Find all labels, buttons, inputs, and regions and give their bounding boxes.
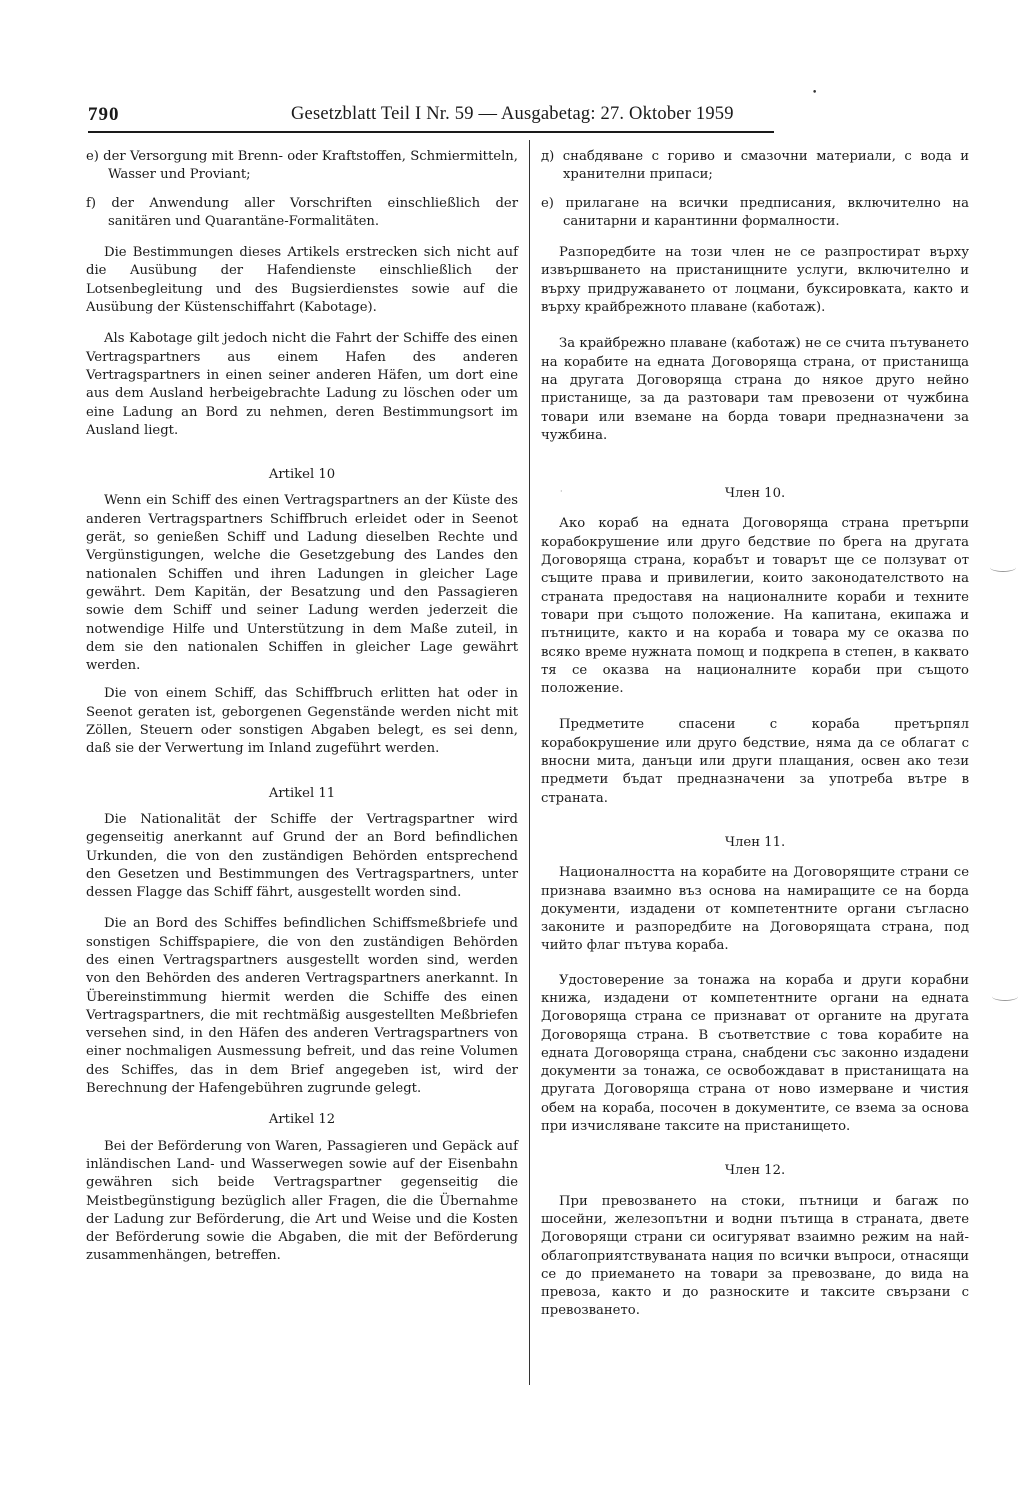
article-heading: Член 11. xyxy=(724,834,786,850)
article-heading: Artikel 11 xyxy=(268,785,336,801)
article-heading: Член 10. xyxy=(724,486,786,502)
scan-speck: · xyxy=(560,487,563,496)
scan-speck: • xyxy=(812,88,818,98)
bulgarian-column xyxy=(541,148,969,1321)
list-item: e) der Versorgung mit Brenn- oder Kraftstoffen, Schmiermitteln, Wasser und Proviant; xyxy=(86,149,518,183)
paragraph: Die an Bord des Schiffes befindlichen Schiffsmeßbriefe und sonstigen Schiffspapiere, die von den zuständigen Behörden des einen Vertragspartners ausgestellt worden sind, werden von den Behörden des anderen Vertragspartners anerkannt. In Übereinstimmung hiermit werden die Schiffe des einen Vertragspartners, die mit rechtmäßig ausgestellten Meßbriefen versehen sind, in den Häfen des anderen Vertragspartners von einer nochmaligen Ausmessung befreit, und das reine Volumen des Schiffes, das in dem Brief angegeben ist, wird der Berechnung der Hafengebühren zugrunde gelegt. xyxy=(86,916,518,1097)
paragraph: За крайбрежно плаване (каботаж) не се счита пътуването на корабите на едната Договоряща страна, от пристанища на другата Договоряща страна до някое друго нейно пристанище, за да разтовари там превозени от чужбина товари или вземане на борда товари предназначени за чужбина. xyxy=(541,336,969,443)
article-heading: Artikel 12 xyxy=(268,1112,336,1128)
page-number: 790 xyxy=(88,104,120,125)
list-item: д) снабдяване с гориво и смазочни материали, с вода и хранителни припаси; xyxy=(541,149,969,183)
column-divider xyxy=(529,140,530,1385)
paragraph: Удостоверение за тонажа на кораба и други корабни книжа, издадени от компетентните органи на едната Договоряща страна се признават от органите на другата Договоряща страна. В съответствие с това корабите на едната Договоряща страна, снабдени със законно издадени документи за тонажа, се освобождават в пристанищата на другата Договоряща страна от ново измерване и чистия обем на кораба, посочен в документите, се взема за основа при изчисляване таксите на пристанището. xyxy=(541,972,969,1135)
paragraph: Ако кораб на едната Договоряща страна претърпи корабокрушение или друго бедствие по брега на другата Договоряща страна, корабът и товарът ще се ползуват от същите права и привилегии, които законодателството на страната предоставя на националните кораби и техните товари при същото положение. На капитана, екипажа и пътниците, както и на кораба и товара му се оказва по всяко време нужната помощ и подкрепа в степен, в каквато тя се оказва на националните кораби при същото положение. xyxy=(541,516,969,697)
paragraph: Die Bestimmungen dieses Artikels erstrecken sich nicht auf die Ausübung der Hafendienste einschließlich der Lotsenbegleitung und des Bugsierdienstes sowie auf die Ausübung der Küstenschiffahrt (Kabotage). xyxy=(86,245,518,316)
paragraph: Предметите спасени с кораба претърпял корабокрушение или друго бедствие, няма да се облагат с вносни мита, данъци или други плащания, освен ако тези предмети бъдат предназначени за употреба вътре в страната. xyxy=(541,717,969,806)
margin-mark xyxy=(992,992,1018,1001)
article-heading: Член 12. xyxy=(724,1163,786,1179)
header-rule xyxy=(88,131,774,133)
page-header xyxy=(88,104,774,130)
paragraph: Националността на корабите на Договорящите страни се признава взаимно въз основа на намиращите се на борда документи, издадени от компетентните органи съгласно законите и разпоредбите на Договорящата страна, под чийто флаг пътува кораба. xyxy=(541,865,969,954)
article-heading: Artikel 10 xyxy=(268,467,336,483)
paragraph: Als Kabotage gilt jedoch nicht die Fahrt der Schiffe des einen Vertragspartners aus einem Hafen des anderen Vertragspartners in einen seiner anderen Häfen, um dort eine aus dem Ausland herbeigebrachte Ladung zu löschen oder um eine Ladung an Bord zu nehmen, deren Bestimmungsort im Ausland liegt. xyxy=(86,331,518,438)
list-item: е) прилагане на всички предписания, включително на санитарни и карантинни формалности. xyxy=(541,195,969,229)
german-column xyxy=(86,148,518,1266)
paragraph: Die Nationalität der Schiffe der Vertragspartner wird gegenseitig anerkannt auf Grund der an Bord befindlichen Urkunden, die von den zuständigen Behörden entsprechend den Gesetzen und Bestimmungen des Vertragspartners, unter dessen Flagge das Schiff fährt, ausgestellt worden sind. xyxy=(86,811,518,901)
list-item: f) der Anwendung aller Vorschriften einschließlich der sanitären und Quarantäne-Formalitäten. xyxy=(86,195,518,229)
paragraph: Разпоредбите на този член не се разпростират върху извършването на пристанищните услуги, включително и върху придружаването от лоцмани, буксировката, както и върху крайбрежното плаване (каботаж). xyxy=(541,245,969,316)
paragraph: Wenn ein Schiff des einen Vertragspartners an der Küste des anderen Vertragspartners Schiffbruch erleidet oder in Seenot gerät, so genießen Schiff und Ladung dieselben Rechte und Vergünstigungen, welche die Gesetzgebung des Landes den nationalen Schiffen und ihren Ladungen in gleicher Lage gewährt. Dem Kapitän, der Besatzung und den Passagieren sowie dem Schiff und seiner Ladung werden jederzeit die notwendige Hilfe und Unterstützung in dem Maße zuteil, in dem sie den nationalen Schiffen in gleicher Lage gewährt werden. xyxy=(86,493,518,674)
paragraph: При превозването на стоки, пътници и багаж по шосейни, железопътни и водни пътища в страната, двете Договорящи страни си осигуряват взаимно режим на най-облагоприятствуваната нация по всички въпроси, отнасящи се до приемането на товари за превозване, до вида на превоза, както и до разноските и таксите свързани с превозването. xyxy=(541,1193,969,1319)
paragraph: Bei der Beförderung von Waren, Passagieren und Gepäck auf inländischen Land- und Wasserwegen sowie auf der Eisenbahn gewähren sich beide Vertragspartner gegenseitig die Meistbegünstigung bezüglich aller Fragen, die die Übernahme der Ladung zur Beförderung, die Art und Weise und die Kosten der Beförderung sowie die Abgaben, die mit der Beförderung zusammenhängen, betreffen. xyxy=(86,1138,518,1264)
margin-mark xyxy=(990,563,1016,572)
header-title: Gesetzblatt Teil I Nr. 59 — Ausgabetag: 27. Oktober 1959 xyxy=(291,104,734,124)
paragraph: Die von einem Schiff, das Schiffbruch erlitten hat oder in Seenot geraten ist, geborgenen Gegenstände werden nicht mit Zöllen, Steuern oder sonstigen Abgaben belegt, es sei denn, daß sie der Verwertung im Inland zugeführt werden. xyxy=(86,686,518,757)
